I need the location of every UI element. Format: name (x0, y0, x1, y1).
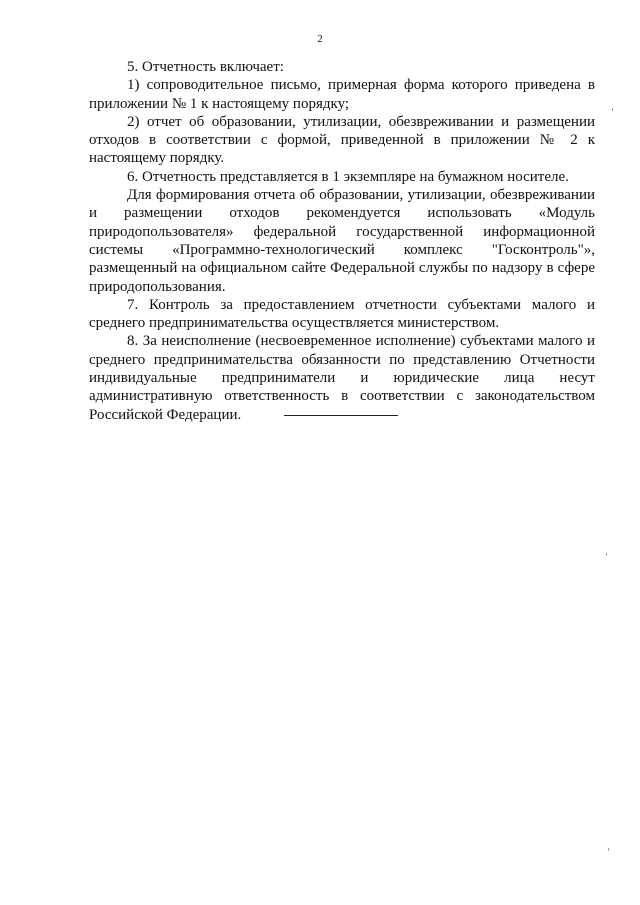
paragraph-5-heading: 5. Отчетность включает: (127, 59, 284, 75)
scan-speck (612, 108, 613, 111)
paragraph-7: 7. Контроль за предоставлением отчетности субъектами малого и среднего предпринимательства осуществляется министерством. (89, 296, 595, 332)
page-number: 2 (317, 33, 323, 45)
scan-speck (608, 848, 609, 851)
paragraph-6-recommendation: Для формирования отчета об образовании, утилизации, обезвреживании и размещении отходов рекомендуется использовать «Модуль природопользователя» федеральной государственной информационной системы «Программно-технологический комплекс "Госконтроль"», размещенный на официальном сайте Федеральной службы по надзору в сфере природопользования. (89, 187, 595, 295)
paragraph-5-item-2: 2) отчет об образовании, утилизации, обезвреживании и размещении отходов в соответствии с формой, приведенной в приложении № 2 к настоящему порядку. (89, 113, 595, 167)
paragraph-6: 6. Отчетность представляется в 1 экземпляре на бумажном носителе. (127, 168, 569, 185)
scan-speck (606, 553, 607, 556)
document-body (89, 58, 595, 424)
end-of-text-line (284, 415, 398, 416)
paragraph-5-item-1: 1) сопроводительное письмо, примерная форма которого приведена в приложении № 1 к настоящему порядку; (89, 77, 595, 112)
paragraph-8: 8. За неисполнение (несвоевременное исполнение) субъектами малого и среднего предпринимательства обязанности по представлению Отчетности индивидуальные предприниматели и юридические лица несут административную ответственность в соответствии с законодательством Российской Федерации. (89, 333, 595, 423)
